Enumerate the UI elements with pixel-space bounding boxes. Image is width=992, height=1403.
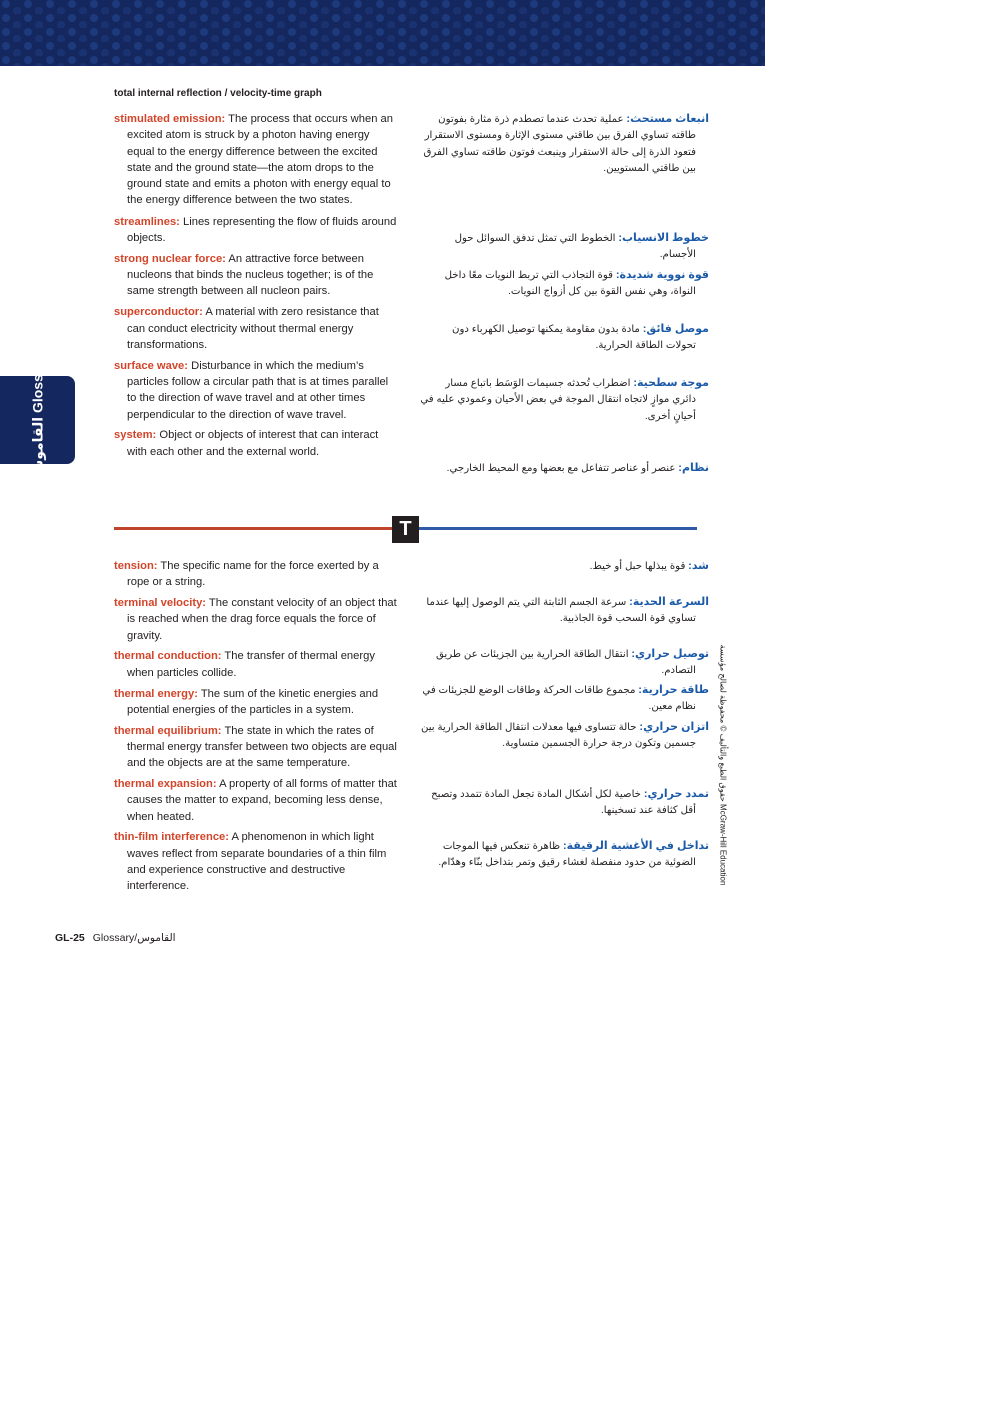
arabic-entry [420, 321, 709, 355]
glossary-entry [114, 595, 398, 644]
glossary-entry [114, 111, 398, 209]
arabic-entry [420, 558, 709, 575]
entry-definition: A property of all forms of matter that causes the matter to expand, becoming less dense, when heated. [127, 778, 397, 823]
entry-term: streamlines: [114, 215, 180, 228]
entry-definition: A phenomenon in which light waves reflect from separate boundaries of a thin film and experience constructive and destructive interference. [127, 831, 387, 893]
entries-t-english [114, 558, 398, 899]
entry-definition: The transfer of thermal energy when particles collide. [127, 650, 375, 679]
arabic-term: السرعة الحدية: [629, 596, 709, 608]
arabic-definition: انتقال الطاقة الحرارية بين الجزيئات عن طريق التصادم. [435, 649, 696, 677]
glossary-entry [114, 648, 398, 681]
arabic-entry [420, 719, 709, 753]
arabic-definition: اضطراب تُحدثه جسيمات الوَسَط باتباع مسار دائري موازٍ لاتجاه انتقال الموجة في بعض الأحيان وعمودي عليه في أحيانٍ أخرى. [420, 378, 696, 422]
arabic-definition: قوة يبذلها حبل أو خيط. [589, 561, 689, 572]
entry-definition: The specific name for the force exerted by a rope or a string. [127, 560, 379, 589]
entry-term: tension: [114, 560, 158, 572]
divider-rule-right [419, 527, 697, 530]
entry-definition: An attractive force between nucleons that binds the nucleus together; is of the same strength between all nucleon pairs. [127, 252, 374, 298]
side-tab-english: Glossary [29, 353, 46, 414]
glossary-entry [114, 776, 398, 825]
glossary-entry [114, 723, 398, 772]
arabic-term: انبعاث مستحث: [626, 113, 709, 125]
arabic-entry [420, 267, 709, 301]
arabic-entry [420, 646, 709, 680]
arabic-entry [420, 594, 709, 628]
arabic-definition: عنصر أو عناصر تتفاعل مع بعضها ومع المحيط الخارجي. [446, 463, 679, 474]
arabic-term: تمدد حراري: [643, 788, 709, 800]
glossary-entry [114, 686, 398, 719]
banner-pattern [0, 0, 765, 66]
copyright-notice: حقوق الطبع والتأليف © محفوظة لصالح مؤسسة McGraw-Hill Education [718, 644, 728, 886]
header-banner [0, 0, 765, 66]
glossary-entry [114, 304, 398, 353]
arabic-term: خطوط الانسياب: [618, 232, 709, 244]
arabic-entry [420, 375, 709, 425]
arabic-term: موجة سطحية: [633, 377, 709, 389]
arabic-term: تداخل في الأغشية الرقيقة: [562, 840, 709, 852]
arabic-definition: خاصية لكل أشكال المادة تجعل المادة تتمدد وتصبح أقل كثافة عند تسخينها. [431, 789, 696, 817]
arabic-term: نظام: [678, 462, 709, 474]
entry-term: thermal energy: [114, 687, 198, 700]
arabic-entry [420, 111, 709, 177]
arabic-term: قوة نووية شديدة: [615, 269, 709, 281]
arabic-definition: ظاهرة تنعكس فيها الموجات الضوئية من حدود منفصلة لغشاء رقيق وتمر بتداخل بنّاء وهدّام. [438, 841, 696, 869]
entry-term: thin-film interference: [114, 831, 229, 844]
arabic-term: شد: [688, 560, 709, 572]
side-tab-label [30, 353, 47, 487]
arabic-definition: عملية تحدث عندما تصطدم ذرة مثارة بفوتون طاقته تساوي الفرق بين طاقتي مستوى الإثارة ومستوى الاستقرار فتعود الذرة إلى حالة الاستقرار وينبعث فوتون طاقته تساوي الفرق بين طاقتي المستويين. [423, 114, 696, 174]
glossary-entry [114, 251, 398, 300]
entry-term: superconductor: [114, 306, 203, 319]
entry-definition: The constant velocity of an object that is reached when the drag force equals the force of gravity. [127, 597, 397, 642]
entry-term: thermal expansion: [114, 778, 217, 791]
arabic-definition: مادة بدون مقاومة يمكنها توصيل الكهرباء دون تحولات الطاقة الحرارية. [452, 324, 696, 352]
footer-label: Glossary/القاموس [92, 932, 176, 944]
entry-definition: Lines representing the flow of fluids around objects. [127, 215, 397, 245]
arabic-term: اتزان حراري: [639, 721, 709, 733]
arabic-term: طاقة حرارية: [638, 684, 709, 696]
entries-s-english [114, 111, 398, 464]
arabic-entry [420, 460, 709, 477]
entry-term: surface wave: [114, 359, 189, 372]
side-tab-arabic: القاموس [29, 416, 46, 480]
arabic-entry [420, 682, 709, 716]
entry-term: stimulated emission: [114, 113, 226, 125]
arabic-definition: حالة تتساوى فيها معدلات انتقال الطاقة الحرارية بين جسمين وتكون درجة حرارة الجسمين متساوية. [420, 722, 696, 750]
glossary-entry [114, 214, 398, 247]
glossary-entry [114, 427, 398, 460]
arabic-entry [420, 838, 709, 872]
running-head: total internal reflection / velocity-time graph [114, 88, 322, 99]
arabic-definition: سرعة الجسم الثابتة التي يتم الوصول إليها عندما تساوي قوة السحب قوة الجاذبية. [426, 597, 696, 625]
arabic-term: توصيل حراري: [631, 648, 709, 660]
glossary-entry [114, 558, 398, 591]
page-footer [55, 932, 176, 944]
entry-term: terminal velocity: [114, 597, 207, 610]
entry-definition: The state in which the rates of thermal energy transfer between two objects are equal and the objects are at the same temperature. [127, 724, 397, 770]
arabic-definition: قوة التجاذب التي تربط النويات معًا داخل النواة، وهي نفس القوة بين كل أزواج النويات. [444, 270, 696, 298]
entry-definition: A material with zero resistance that can conduct electricity without thermal energy transformations. [127, 306, 379, 351]
arabic-term: موصل فائق: [642, 323, 709, 335]
page-number: GL-25 [55, 932, 85, 944]
arabic-entry [420, 230, 709, 264]
section-letter: T [392, 516, 419, 543]
entry-term: thermal equilibrium: [114, 724, 222, 737]
entry-definition: The sum of the kinetic energies and potential energies of the particles in a system. [127, 687, 379, 716]
entry-definition: The process that occurs when an excited atom is struck by a photon having energy equal to the energy difference between the excited state and the ground state—the atom drops to the ground state and emits a photon with energy equal to the energy difference between the two states. [127, 113, 393, 207]
arabic-definition: الخطوط التي تمثل تدفق السوائل حول الأجسام. [454, 233, 696, 261]
entry-term: system: [114, 429, 157, 442]
entry-definition: Disturbance in which the medium’s particles follow a circular path that is at times parallel to the direction of wave travel and at other times perpendicular to the direction of wave travel. [127, 359, 389, 421]
divider-rule-left [114, 527, 392, 530]
entry-term: thermal conduction: [114, 650, 222, 663]
arabic-definition: مجموع طاقات الحركة وطاقات الوضع للجزيئات في نظام معين. [422, 685, 696, 713]
glossary-entry [114, 358, 398, 423]
side-tab-separator: / [29, 482, 46, 487]
entry-definition: Object or objects of interest that can interact with each other and the external world. [127, 429, 379, 458]
arabic-entry [420, 786, 709, 820]
glossary-entry [114, 829, 398, 894]
entry-term: strong nuclear force: [114, 252, 226, 265]
